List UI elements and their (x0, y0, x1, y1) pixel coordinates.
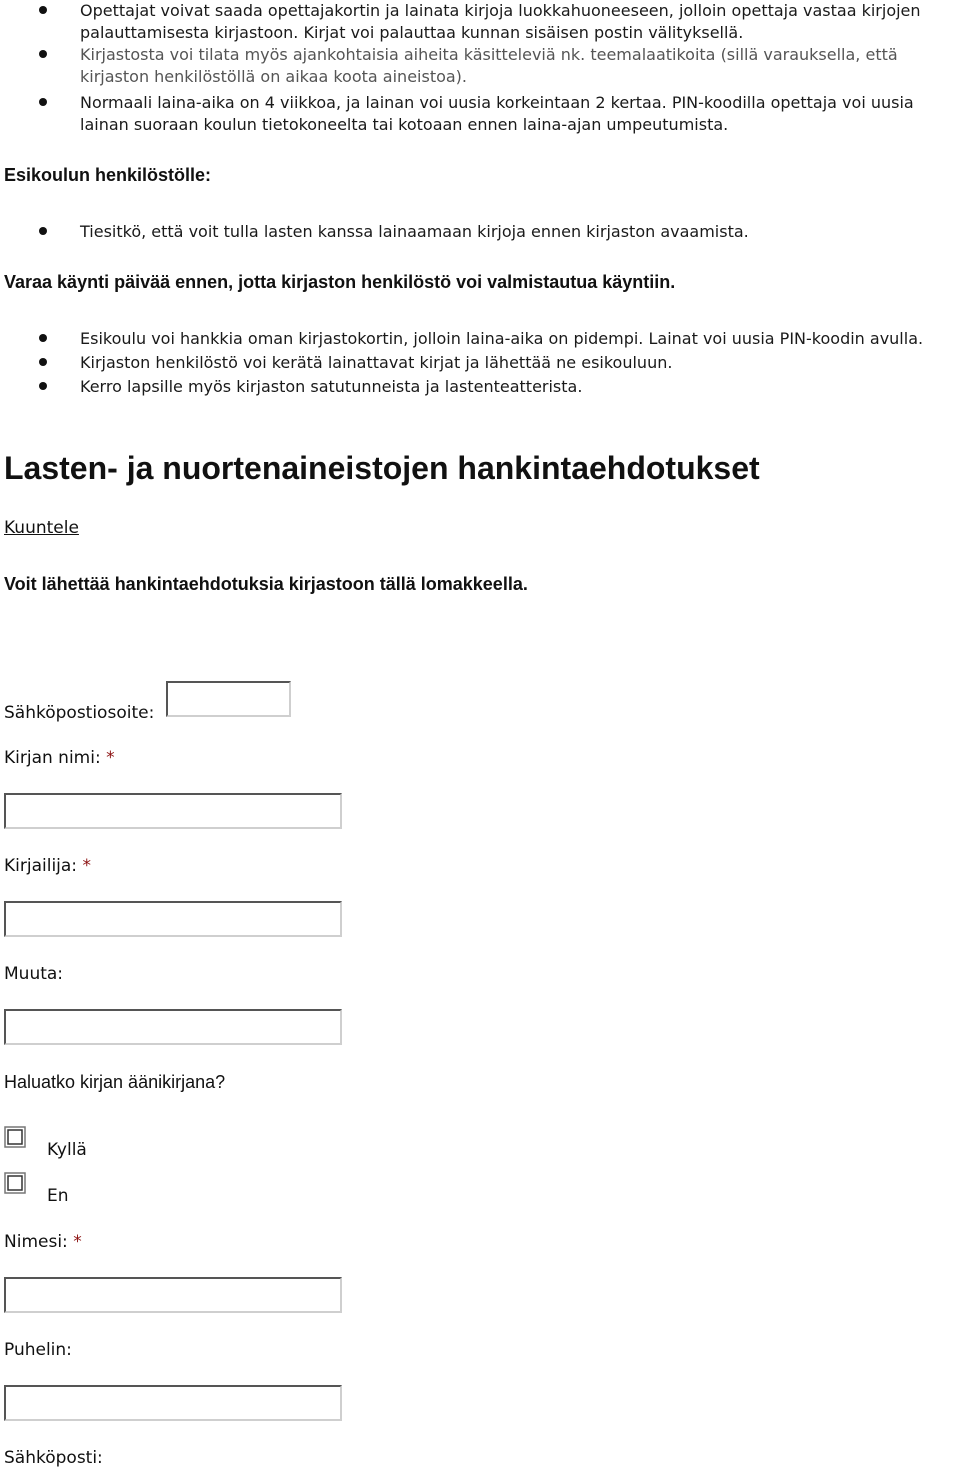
form-intro: Voit lähettää hankintaehdotuksia kirjastoon tällä lomakkeella. (4, 574, 528, 594)
book-name-label-text: Kirjan nimi: (4, 748, 101, 768)
book-name-label (4, 748, 115, 768)
preschool-info-list (0, 328, 960, 398)
audiobook-question: Haluatko kirjan äänikirjana? (4, 1072, 226, 1092)
email-top-label: Sähköpostiosoite: (4, 703, 155, 723)
list-item-text: Esikoulu voi hankkia oman kirjastokortin, jolloin laina-aika on pidempi. Lainat voi uusia PIN-koodin avulla. (80, 329, 924, 348)
radio-yes[interactable] (4, 1126, 26, 1148)
bullet-icon (39, 50, 47, 58)
bullet-icon (39, 98, 47, 106)
teacher-info-list-2 (0, 44, 960, 88)
list-item-text: Kirjaston henkilöstö voi kerätä lainattavat kirjat ja lähettää ne esikouluun. (80, 353, 673, 372)
name-input[interactable] (4, 1277, 342, 1313)
list-item-text: Opettajat voivat saada opettajakortin ja lainata kirjoja luokkahuoneeseen, jolloin opettaja vastaa kirjojen palauttamisesta kirjastoon. Kirjat voi palauttaa kunnan sisäisen postin välityksellä. (80, 1, 921, 42)
list-item (0, 328, 960, 350)
list-item (0, 92, 960, 136)
email-top-input[interactable] (166, 681, 291, 717)
bullet-icon (39, 358, 47, 366)
author-label-text: Kirjailija: (4, 856, 78, 876)
required-mark: * (106, 748, 115, 768)
required-mark: * (82, 856, 91, 876)
author-label (4, 856, 91, 876)
teacher-info-list-3 (0, 92, 960, 136)
bullet-icon (39, 382, 47, 390)
other-label: Muuta: (4, 964, 64, 984)
phone-input[interactable] (4, 1385, 342, 1421)
bullet-icon (39, 227, 47, 235)
bullet-icon (39, 6, 47, 14)
list-item (0, 376, 960, 398)
required-mark: * (73, 1232, 82, 1252)
teacher-info-list (0, 0, 960, 44)
radio-no-label: En (47, 1186, 69, 1206)
list-item (0, 0, 960, 44)
list-item-text: Kerro lapsille myös kirjaston satutunneista ja lastenteatterista. (80, 377, 583, 396)
bullet-icon (39, 334, 47, 342)
preschool-tip-list (0, 221, 960, 243)
section-title: Lasten- ja nuortenaineistojen hankintaehdotukset (4, 450, 760, 486)
author-input[interactable] (4, 901, 342, 937)
list-item (0, 44, 960, 88)
list-item-text: Normaali laina-aika on 4 viikkoa, ja lainan voi uusia korkeintaan 2 kertaa. PIN-koodilla opettaja voi uusia lainan suoraan koulun tietokoneelta tai kotoaan ennen laina-ajan umpeutumista. (80, 93, 914, 134)
list-item (0, 352, 960, 374)
other-input[interactable] (4, 1009, 342, 1045)
radio-yes-label: Kyllä (47, 1140, 87, 1160)
list-item-text: Tiesitkö, että voit tulla lasten kanssa lainaamaan kirjoja ennen kirjaston avaamista. (80, 222, 749, 241)
listen-link[interactable]: Kuuntele (4, 518, 79, 538)
email-label: Sähköposti: (4, 1448, 103, 1468)
booking-note: Varaa käynti päivää ennen, jotta kirjaston henkilöstö voi valmistautua käyntiin. (4, 272, 676, 292)
phone-label: Puhelin: (4, 1340, 72, 1360)
radio-no[interactable] (4, 1172, 26, 1194)
preschool-heading: Esikoulun henkilöstölle: (4, 165, 212, 185)
name-label (4, 1232, 82, 1252)
list-item-text: Kirjastosta voi tilata myös ajankohtaisia aiheita käsitteleviä nk. teemalaatikoita (sillä varauksella, että kirjaston henkilöstöllä on aikaa koota aineistoa). (80, 45, 898, 86)
name-label-text: Nimesi: (4, 1232, 68, 1252)
book-name-input[interactable] (4, 793, 342, 829)
list-item (0, 221, 960, 243)
